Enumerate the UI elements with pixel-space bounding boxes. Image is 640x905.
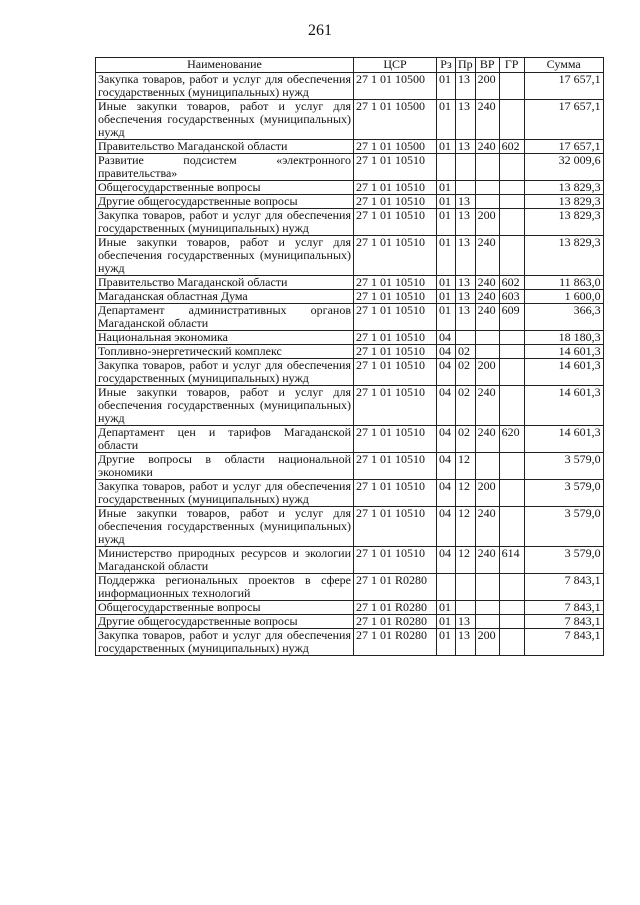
cell-csr: 27 1 01 R0280 bbox=[354, 629, 437, 656]
cell-csr: 27 1 01 10510 bbox=[354, 290, 437, 304]
cell-gr bbox=[499, 154, 524, 181]
cell-sum: 17 657,1 bbox=[524, 140, 603, 154]
cell-rz: 01 bbox=[437, 140, 456, 154]
header-name: Наименование bbox=[96, 58, 354, 73]
cell-csr: 27 1 01 10510 bbox=[354, 345, 437, 359]
cell-vr: 200 bbox=[475, 209, 499, 236]
table-row bbox=[96, 73, 604, 100]
table-row bbox=[96, 304, 604, 331]
cell-gr bbox=[499, 601, 524, 615]
cell-csr: 27 1 01 10500 bbox=[354, 73, 437, 100]
cell-rz: 04 bbox=[437, 331, 456, 345]
cell-rz: 04 bbox=[437, 426, 456, 453]
table-row bbox=[96, 453, 604, 480]
table-row bbox=[96, 507, 604, 547]
cell-pr: 02 bbox=[456, 386, 476, 426]
cell-gr: 603 bbox=[499, 290, 524, 304]
cell-pr bbox=[456, 154, 476, 181]
cell-pr: 13 bbox=[456, 140, 476, 154]
cell-pr bbox=[456, 601, 476, 615]
cell-gr bbox=[499, 345, 524, 359]
header-sum: Сумма bbox=[524, 58, 603, 73]
cell-pr bbox=[456, 181, 476, 195]
cell-rz bbox=[437, 154, 456, 181]
cell-rz: 04 bbox=[437, 359, 456, 386]
cell-rz: 01 bbox=[437, 73, 456, 100]
cell-pr: 12 bbox=[456, 547, 476, 574]
cell-name: Закупка товаров, работ и услуг для обеспечения государственных (муниципальных) нужд bbox=[96, 359, 354, 386]
cell-gr bbox=[499, 480, 524, 507]
cell-csr: 27 1 01 10510 bbox=[354, 507, 437, 547]
cell-name: Департамент цен и тарифов Магаданской области bbox=[96, 426, 354, 453]
cell-vr: 240 bbox=[475, 140, 499, 154]
header-pr: Пр bbox=[456, 58, 476, 73]
cell-name: Другие вопросы в области национальной экономики bbox=[96, 453, 354, 480]
cell-vr: 200 bbox=[475, 73, 499, 100]
cell-rz: 04 bbox=[437, 345, 456, 359]
cell-gr bbox=[499, 236, 524, 276]
table-row bbox=[96, 209, 604, 236]
cell-pr: 12 bbox=[456, 480, 476, 507]
cell-pr: 02 bbox=[456, 345, 476, 359]
cell-sum: 13 829,3 bbox=[524, 236, 603, 276]
cell-sum: 3 579,0 bbox=[524, 547, 603, 574]
cell-pr bbox=[456, 574, 476, 601]
cell-csr: 27 1 01 10510 bbox=[354, 181, 437, 195]
cell-vr bbox=[475, 195, 499, 209]
cell-vr: 240 bbox=[475, 507, 499, 547]
table-row bbox=[96, 276, 604, 290]
cell-vr: 240 bbox=[475, 100, 499, 140]
cell-vr: 240 bbox=[475, 304, 499, 331]
cell-pr: 13 bbox=[456, 100, 476, 140]
cell-rz: 04 bbox=[437, 547, 456, 574]
table-row bbox=[96, 154, 604, 181]
table-row bbox=[96, 345, 604, 359]
cell-gr: 602 bbox=[499, 140, 524, 154]
cell-csr: 27 1 01 10510 bbox=[354, 547, 437, 574]
table-row bbox=[96, 181, 604, 195]
cell-gr bbox=[499, 629, 524, 656]
cell-rz: 04 bbox=[437, 453, 456, 480]
cell-vr: 240 bbox=[475, 547, 499, 574]
cell-sum: 17 657,1 bbox=[524, 100, 603, 140]
table-row bbox=[96, 290, 604, 304]
cell-name: Другие общегосударственные вопросы bbox=[96, 615, 354, 629]
table-row bbox=[96, 386, 604, 426]
cell-csr: 27 1 01 10510 bbox=[354, 331, 437, 345]
cell-gr bbox=[499, 574, 524, 601]
cell-vr: 200 bbox=[475, 359, 499, 386]
cell-vr bbox=[475, 345, 499, 359]
cell-sum: 366,3 bbox=[524, 304, 603, 331]
cell-csr: 27 1 01 R0280 bbox=[354, 574, 437, 601]
cell-rz: 01 bbox=[437, 276, 456, 290]
cell-gr: 609 bbox=[499, 304, 524, 331]
cell-pr: 13 bbox=[456, 276, 476, 290]
header-rz: Рз bbox=[437, 58, 456, 73]
cell-rz: 01 bbox=[437, 236, 456, 276]
table-row bbox=[96, 331, 604, 345]
cell-name: Закупка товаров, работ и услуг для обеспечения государственных (муниципальных) нужд bbox=[96, 629, 354, 656]
cell-rz: 01 bbox=[437, 615, 456, 629]
cell-csr: 27 1 01 10500 bbox=[354, 140, 437, 154]
cell-csr: 27 1 01 10510 bbox=[354, 154, 437, 181]
cell-sum: 7 843,1 bbox=[524, 574, 603, 601]
cell-sum: 7 843,1 bbox=[524, 601, 603, 615]
cell-sum: 3 579,0 bbox=[524, 507, 603, 547]
cell-sum: 17 657,1 bbox=[524, 73, 603, 100]
cell-sum: 14 601,3 bbox=[524, 426, 603, 453]
cell-vr bbox=[475, 615, 499, 629]
table-row bbox=[96, 100, 604, 140]
cell-rz: 01 bbox=[437, 304, 456, 331]
cell-pr: 02 bbox=[456, 359, 476, 386]
cell-rz: 01 bbox=[437, 181, 456, 195]
cell-vr: 240 bbox=[475, 236, 499, 276]
cell-sum: 3 579,0 bbox=[524, 480, 603, 507]
header-vr: ВР bbox=[475, 58, 499, 73]
cell-csr: 27 1 01 10510 bbox=[354, 236, 437, 276]
cell-rz: 04 bbox=[437, 480, 456, 507]
cell-sum: 18 180,3 bbox=[524, 331, 603, 345]
table-row bbox=[96, 615, 604, 629]
cell-pr: 13 bbox=[456, 209, 476, 236]
cell-name: Закупка товаров, работ и услуг для обеспечения государственных (муниципальных) нужд bbox=[96, 480, 354, 507]
cell-name: Общегосударственные вопросы bbox=[96, 601, 354, 615]
cell-gr: 614 bbox=[499, 547, 524, 574]
cell-csr: 27 1 01 10510 bbox=[354, 426, 437, 453]
cell-sum: 13 829,3 bbox=[524, 209, 603, 236]
cell-name: Иные закупки товаров, работ и услуг для обеспечения государственных (муниципальных) нужд bbox=[96, 236, 354, 276]
cell-rz: 01 bbox=[437, 195, 456, 209]
table-row bbox=[96, 547, 604, 574]
cell-sum: 7 843,1 bbox=[524, 615, 603, 629]
cell-gr bbox=[499, 507, 524, 547]
table-row bbox=[96, 601, 604, 615]
cell-sum: 14 601,3 bbox=[524, 386, 603, 426]
table-row bbox=[96, 140, 604, 154]
cell-vr: 240 bbox=[475, 426, 499, 453]
table-row bbox=[96, 480, 604, 507]
cell-csr: 27 1 01 10510 bbox=[354, 276, 437, 290]
cell-name: Закупка товаров, работ и услуг для обеспечения государственных (муниципальных) нужд bbox=[96, 73, 354, 100]
cell-csr: 27 1 01 R0280 bbox=[354, 601, 437, 615]
table-row bbox=[96, 629, 604, 656]
cell-vr bbox=[475, 331, 499, 345]
header-csr: ЦСР bbox=[354, 58, 437, 73]
cell-name: Другие общегосударственные вопросы bbox=[96, 195, 354, 209]
cell-sum: 14 601,3 bbox=[524, 345, 603, 359]
cell-gr bbox=[499, 615, 524, 629]
cell-rz: 01 bbox=[437, 601, 456, 615]
cell-name: Поддержка региональных проектов в сфере информационных технологий bbox=[96, 574, 354, 601]
cell-csr: 27 1 01 10510 bbox=[354, 304, 437, 331]
cell-vr: 240 bbox=[475, 276, 499, 290]
header-gr: ГР bbox=[499, 58, 524, 73]
cell-rz: 04 bbox=[437, 507, 456, 547]
table-row bbox=[96, 574, 604, 601]
cell-pr: 13 bbox=[456, 236, 476, 276]
cell-rz: 04 bbox=[437, 386, 456, 426]
cell-pr: 13 bbox=[456, 304, 476, 331]
cell-csr: 27 1 01 10510 bbox=[354, 209, 437, 236]
cell-vr: 200 bbox=[475, 629, 499, 656]
cell-vr: 200 bbox=[475, 480, 499, 507]
cell-rz: 01 bbox=[437, 629, 456, 656]
cell-name: Департамент административных органов Магаданской области bbox=[96, 304, 354, 331]
table-row bbox=[96, 426, 604, 453]
cell-name: Правительство Магаданской области bbox=[96, 140, 354, 154]
cell-gr bbox=[499, 453, 524, 480]
cell-vr: 240 bbox=[475, 386, 499, 426]
table-row bbox=[96, 236, 604, 276]
cell-vr bbox=[475, 601, 499, 615]
cell-vr bbox=[475, 181, 499, 195]
cell-vr bbox=[475, 154, 499, 181]
cell-pr: 02 bbox=[456, 426, 476, 453]
table-row bbox=[96, 195, 604, 209]
table-row bbox=[96, 359, 604, 386]
cell-sum: 3 579,0 bbox=[524, 453, 603, 480]
cell-gr bbox=[499, 359, 524, 386]
cell-sum: 32 009,6 bbox=[524, 154, 603, 181]
cell-sum: 13 829,3 bbox=[524, 195, 603, 209]
cell-gr bbox=[499, 386, 524, 426]
cell-name: Закупка товаров, работ и услуг для обеспечения государственных (муниципальных) нужд bbox=[96, 209, 354, 236]
cell-pr: 13 bbox=[456, 73, 476, 100]
cell-gr bbox=[499, 181, 524, 195]
table-header-row bbox=[96, 58, 604, 73]
cell-name: Национальная экономика bbox=[96, 331, 354, 345]
cell-gr: 602 bbox=[499, 276, 524, 290]
cell-gr bbox=[499, 195, 524, 209]
cell-vr: 240 bbox=[475, 290, 499, 304]
cell-csr: 27 1 01 10510 bbox=[354, 480, 437, 507]
cell-pr: 12 bbox=[456, 507, 476, 547]
cell-csr: 27 1 01 R0280 bbox=[354, 615, 437, 629]
cell-name: Магаданская областная Дума bbox=[96, 290, 354, 304]
cell-name: Общегосударственные вопросы bbox=[96, 181, 354, 195]
cell-name: Министерство природных ресурсов и экологии Магаданской области bbox=[96, 547, 354, 574]
cell-rz: 01 bbox=[437, 100, 456, 140]
cell-rz: 01 bbox=[437, 290, 456, 304]
cell-name: Топливно-энергетический комплекс bbox=[96, 345, 354, 359]
cell-sum: 11 863,0 bbox=[524, 276, 603, 290]
cell-gr bbox=[499, 331, 524, 345]
cell-pr: 12 bbox=[456, 453, 476, 480]
cell-rz: 01 bbox=[437, 209, 456, 236]
cell-csr: 27 1 01 10500 bbox=[354, 100, 437, 140]
budget-table bbox=[95, 57, 604, 656]
cell-csr: 27 1 01 10510 bbox=[354, 453, 437, 480]
cell-gr: 620 bbox=[499, 426, 524, 453]
cell-name: Правительство Магаданской области bbox=[96, 276, 354, 290]
cell-csr: 27 1 01 10510 bbox=[354, 195, 437, 209]
cell-name: Развитие подсистем «электронного правительства» bbox=[96, 154, 354, 181]
cell-pr: 13 bbox=[456, 195, 476, 209]
cell-name: Иные закупки товаров, работ и услуг для обеспечения государственных (муниципальных) нужд bbox=[96, 100, 354, 140]
page-number: 261 bbox=[308, 22, 332, 39]
cell-csr: 27 1 01 10510 bbox=[354, 386, 437, 426]
cell-name: Иные закупки товаров, работ и услуг для обеспечения государственных (муниципальных) нужд bbox=[96, 386, 354, 426]
cell-pr: 13 bbox=[456, 615, 476, 629]
cell-gr bbox=[499, 209, 524, 236]
cell-pr: 13 bbox=[456, 290, 476, 304]
cell-sum: 14 601,3 bbox=[524, 359, 603, 386]
cell-sum: 1 600,0 bbox=[524, 290, 603, 304]
cell-pr bbox=[456, 331, 476, 345]
cell-rz bbox=[437, 574, 456, 601]
cell-csr: 27 1 01 10510 bbox=[354, 359, 437, 386]
cell-sum: 13 829,3 bbox=[524, 181, 603, 195]
cell-name: Иные закупки товаров, работ и услуг для обеспечения государственных (муниципальных) нужд bbox=[96, 507, 354, 547]
cell-sum: 7 843,1 bbox=[524, 629, 603, 656]
cell-gr bbox=[499, 100, 524, 140]
cell-pr: 13 bbox=[456, 629, 476, 656]
cell-gr bbox=[499, 73, 524, 100]
cell-vr bbox=[475, 453, 499, 480]
cell-vr bbox=[475, 574, 499, 601]
